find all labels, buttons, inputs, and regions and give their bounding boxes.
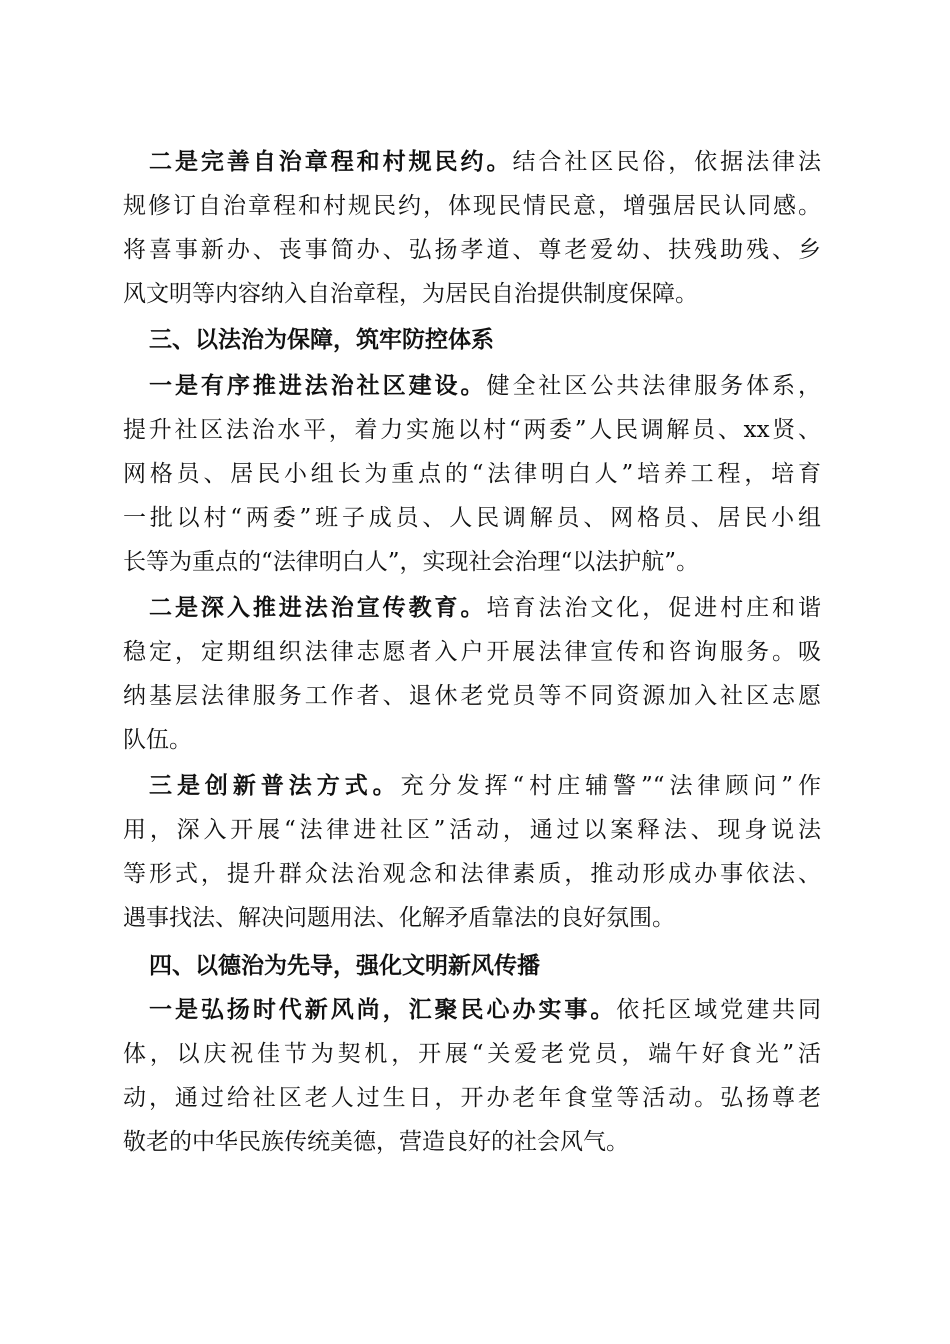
line-text: 遇事找法、解决问题用法、化解矛盾靠法的良好氛围。 [123, 905, 675, 931]
line-text: 结合社区民俗，依据法律法 [512, 149, 822, 175]
line-text: 长等为重点的“法律明白人”，实现社会治理“以法护航”。 [123, 549, 700, 575]
section-heading [149, 944, 821, 988]
paragraph-line [123, 674, 821, 718]
paragraph-line [123, 496, 821, 540]
paragraph-lead: 一是弘扬时代新风尚，汇聚民心办实事。 [149, 996, 617, 1023]
paragraph-line [123, 452, 821, 496]
paragraph-line [123, 1120, 821, 1164]
line-text: 风文明等内容纳入自治章程，为居民自治提供制度保障。 [123, 281, 698, 307]
line-text: 规修订自治章程和村规民约，体现民情民意，增强居民认同感。 [123, 193, 821, 219]
paragraph-line [149, 140, 821, 184]
line-text: 体，以庆祝佳节为契机，开展“关爱老党员，端午好食光”活 [123, 1041, 821, 1067]
paragraph-line [123, 1032, 821, 1076]
paragraph-line [123, 272, 821, 316]
line-text: 一批以村“两委”班子成员、人民调解员、网格员、居民小组 [123, 505, 821, 531]
paragraph-line [123, 630, 821, 674]
paragraph-line [123, 408, 821, 452]
paragraph-lead: 二是完善自治章程和村规民约。 [149, 148, 513, 175]
paragraph-lead: 二是深入推进法治宣传教育。 [149, 594, 487, 621]
line-text: 依托区域党建共同 [616, 997, 822, 1023]
paragraph-lead: 一是有序推进法治社区建设。 [149, 372, 487, 399]
line-text: 培育法治文化，促进村庄和谐 [486, 595, 822, 621]
paragraph-line [123, 184, 821, 228]
line-text: 提升社区法治水平，着力实施以村“两委”人民调解员、xx贤、 [123, 417, 821, 443]
paragraph-line [149, 364, 821, 408]
line-text: 四、以德治为先导，强化文明新风传播 [149, 953, 540, 979]
section-heading [149, 318, 821, 362]
line-text: 纳基层法律服务工作者、退休老党员等不同资源加入社区志愿 [123, 683, 821, 709]
line-text: 等形式，提升群众法治观念和法律素质，推动形成办事依法、 [123, 861, 821, 887]
paragraph-line [123, 896, 821, 940]
paragraph-line [149, 586, 821, 630]
line-text: 队伍。 [123, 727, 192, 753]
line-text: 网格员、居民小组长为重点的“法律明白人”培养工程，培育 [123, 461, 821, 487]
paragraph-line [123, 228, 821, 272]
line-text: 稳定，定期组织法律志愿者入户开展法律宣传和咨询服务。吸 [123, 639, 821, 665]
paragraph-lead: 三是创新普法方式。 [149, 772, 401, 799]
line-text: 充分发挥“村庄辅警”“法律顾问”作 [400, 773, 821, 799]
paragraph-line [123, 540, 821, 584]
line-text: 三、以法治为保障，筑牢防控体系 [149, 327, 494, 353]
paragraph-line [123, 1076, 821, 1120]
line-text: 动，通过给社区老人过生日，开办老年食堂等活动。弘扬尊老 [123, 1085, 821, 1111]
paragraph-line [123, 718, 821, 762]
line-text: 将喜事新办、丧事简办、弘扬孝道、尊老爱幼、扶残助残、乡 [123, 237, 821, 263]
line-text: 用，深入开展“法律进社区”活动，通过以案释法、现身说法 [123, 817, 821, 843]
paragraph-line [149, 988, 821, 1032]
line-text: 健全社区公共法律服务体系， [486, 373, 822, 399]
line-text: 敬老的中华民族传统美德，营造良好的社会风气。 [123, 1129, 629, 1155]
paragraph-line [123, 808, 821, 852]
paragraph-line [123, 852, 821, 896]
paragraph-line [149, 764, 821, 808]
